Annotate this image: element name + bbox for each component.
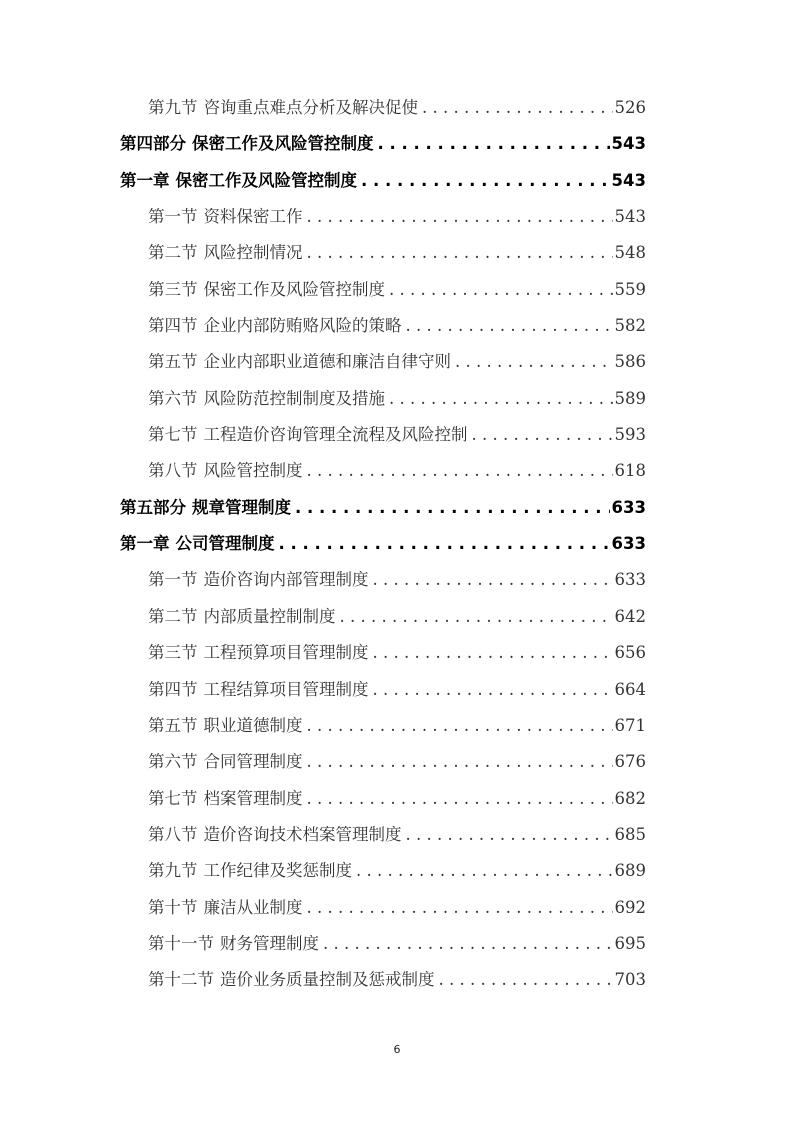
toc-entry-page: 676 [614, 752, 646, 772]
dot-leader [472, 425, 613, 444]
toc-entry-page: 689 [614, 861, 646, 881]
toc-entry-page: 582 [614, 316, 646, 336]
toc-entry-number: 第五节 [148, 352, 198, 372]
toc-entry-number: 第六节 [148, 388, 198, 408]
toc-section-entry[interactable] [120, 821, 646, 857]
toc-section-entry[interactable] [120, 639, 646, 675]
toc-heading-entry[interactable] [120, 494, 646, 530]
dot-leader [406, 825, 613, 844]
toc-entry-number: 第二节 [148, 606, 198, 626]
toc-entry-title: 廉洁从业制度 [203, 897, 303, 917]
toc-entry-title: 工程造价咨询管理全流程及风险控制 [203, 425, 468, 445]
toc-entry-title: 咨询重点难点分析及解决促使 [203, 98, 418, 117]
toc-entry-number: 第一节 [148, 207, 198, 227]
dot-leader [389, 389, 613, 408]
toc-entry-title: 工程结算项目管理制度 [203, 679, 369, 699]
toc-entry-title: 公司管理制度 [175, 534, 275, 554]
toc-entry-title: 工程预算项目管理制度 [203, 643, 369, 663]
toc-entry-number: 第一节 [148, 570, 198, 590]
toc-entry-page: 633 [614, 570, 646, 590]
toc-section-entry[interactable] [120, 966, 646, 1002]
toc-section-entry[interactable] [120, 348, 646, 384]
dot-leader [373, 643, 613, 662]
toc-section-entry[interactable] [120, 239, 646, 275]
toc-entry-title: 职业道德制度 [203, 715, 303, 735]
toc-entry-number: 第十节 [148, 897, 198, 917]
dot-leader [389, 280, 613, 299]
toc-entry-title: 企业内部防贿赂风险的策略 [203, 316, 402, 336]
toc-heading-entry[interactable] [120, 130, 646, 166]
dot-leader [373, 680, 613, 699]
toc-section-entry[interactable] [120, 857, 646, 893]
toc-entry-page: 703 [614, 970, 646, 990]
toc-entry-title: 造价咨询技术档案管理制度 [203, 824, 402, 844]
toc-entry-number: 第四节 [148, 316, 198, 336]
toc-entry-page: 548 [614, 243, 646, 263]
toc-entry-number: 第五部分 [120, 497, 186, 517]
dot-leader [455, 352, 613, 371]
toc-section-entry[interactable] [120, 421, 646, 457]
toc-entry-title: 合同管理制度 [203, 752, 303, 772]
toc-entry-number: 第一章 [120, 170, 170, 190]
dot-leader [307, 752, 613, 771]
toc-section-entry[interactable] [120, 203, 646, 239]
dot-leader [323, 934, 613, 953]
toc-section-entry[interactable] [120, 894, 646, 930]
toc-entry-page: 593 [614, 425, 646, 445]
toc-entry-page: 618 [614, 461, 646, 481]
toc-entry-number: 第三节 [148, 279, 198, 299]
toc-entry-title: 造价业务质量控制及惩戒制度 [220, 970, 435, 990]
dot-leader [373, 570, 613, 589]
toc-entry-title: 保密工作及风险管控制度 [175, 170, 357, 190]
toc-entry-number: 第七节 [148, 788, 198, 808]
dot-leader [422, 98, 613, 117]
toc-section-entry[interactable] [120, 785, 646, 821]
page-number: 6 [393, 1043, 401, 1056]
dot-leader [295, 498, 610, 517]
dot-leader [307, 789, 613, 808]
toc-entry-page: 589 [614, 388, 646, 408]
toc-entry-page: 526 [614, 98, 646, 117]
toc-section-entry[interactable] [120, 748, 646, 784]
toc-entry-title: 工作纪律及奖惩制度 [203, 861, 352, 881]
toc-entry-number: 第一章 [120, 534, 170, 554]
toc-entry-title: 风险控制情况 [203, 243, 303, 263]
toc-entry-number: 第十一节 [148, 933, 214, 953]
toc-entry-number: 第四节 [148, 679, 198, 699]
toc-entry-page: 656 [614, 643, 646, 663]
dot-leader [406, 316, 613, 335]
toc-entry-page: 586 [614, 352, 646, 372]
toc-section-entry[interactable] [120, 712, 646, 748]
dot-leader [356, 861, 613, 880]
toc-entry-page: 633 [611, 534, 646, 554]
dot-leader [307, 716, 613, 735]
toc-entry-title: 档案管理制度 [203, 788, 303, 808]
toc-entry-title: 保密工作及风险管控制度 [203, 279, 385, 299]
toc-entry-title: 保密工作及风险管控制度 [192, 134, 374, 154]
toc-entry-number: 第八节 [148, 461, 198, 481]
toc-entry-number: 第三节 [148, 643, 198, 663]
toc-entry-page: 543 [614, 207, 646, 227]
toc-entry-page: 695 [614, 933, 646, 953]
dot-leader [279, 534, 610, 553]
dot-leader [307, 207, 613, 226]
toc-section-entry[interactable] [120, 603, 646, 639]
toc-entry-number: 第十二节 [148, 970, 214, 990]
dot-leader [439, 970, 613, 989]
toc-section-entry[interactable] [120, 566, 646, 602]
toc-entry-title: 企业内部职业道德和廉洁自律守则 [203, 352, 451, 372]
toc-entry-number: 第九节 [148, 861, 198, 881]
toc-entry-title: 造价咨询内部管理制度 [203, 570, 369, 590]
toc-entry-page: 685 [614, 824, 646, 844]
toc-entry-number: 第七节 [148, 425, 198, 445]
toc-section-entry[interactable] [120, 94, 646, 130]
toc-entry-title: 资料保密工作 [203, 207, 303, 227]
toc-section-entry[interactable] [120, 276, 646, 312]
toc-heading-entry[interactable] [120, 530, 646, 566]
dot-leader [307, 898, 613, 917]
dot-leader [340, 607, 613, 626]
dot-leader [307, 243, 613, 262]
toc-entry-page: 642 [614, 606, 646, 626]
toc-entry-number: 第四部分 [120, 134, 186, 154]
toc-entry-title: 规章管理制度 [192, 497, 291, 517]
toc-section-entry[interactable] [120, 930, 646, 966]
dot-leader [378, 134, 610, 153]
toc-entry-page: 682 [614, 788, 646, 808]
dot-leader [307, 461, 613, 480]
toc-entry-page: 671 [614, 715, 646, 735]
toc-entry-page: 692 [614, 897, 646, 917]
toc-entry-page: 559 [614, 279, 646, 299]
toc-entry-title: 财务管理制度 [220, 933, 319, 953]
toc-entry-title: 内部质量控制制度 [203, 606, 336, 626]
toc-section-entry[interactable] [120, 385, 646, 421]
toc-entry-page: 543 [611, 134, 646, 154]
table-of-contents [120, 94, 646, 1003]
toc-section-entry[interactable] [120, 457, 646, 493]
toc-entry-page: 633 [611, 497, 646, 517]
toc-section-entry[interactable] [120, 676, 646, 712]
toc-entry-number: 第二节 [148, 243, 198, 263]
toc-entry-number: 第五节 [148, 715, 198, 735]
toc-entry-number: 第九节 [148, 98, 198, 117]
toc-entry-title: 风险管控制度 [203, 461, 303, 481]
toc-entry-number: 第八节 [148, 824, 198, 844]
toc-entry-page: 664 [614, 679, 646, 699]
toc-heading-entry[interactable] [120, 167, 646, 203]
dot-leader [361, 171, 610, 190]
toc-entry-page: 543 [611, 170, 646, 190]
toc-entry-title: 风险防范控制制度及措施 [203, 388, 385, 408]
toc-entry-number: 第六节 [148, 752, 198, 772]
toc-section-entry[interactable] [120, 312, 646, 348]
